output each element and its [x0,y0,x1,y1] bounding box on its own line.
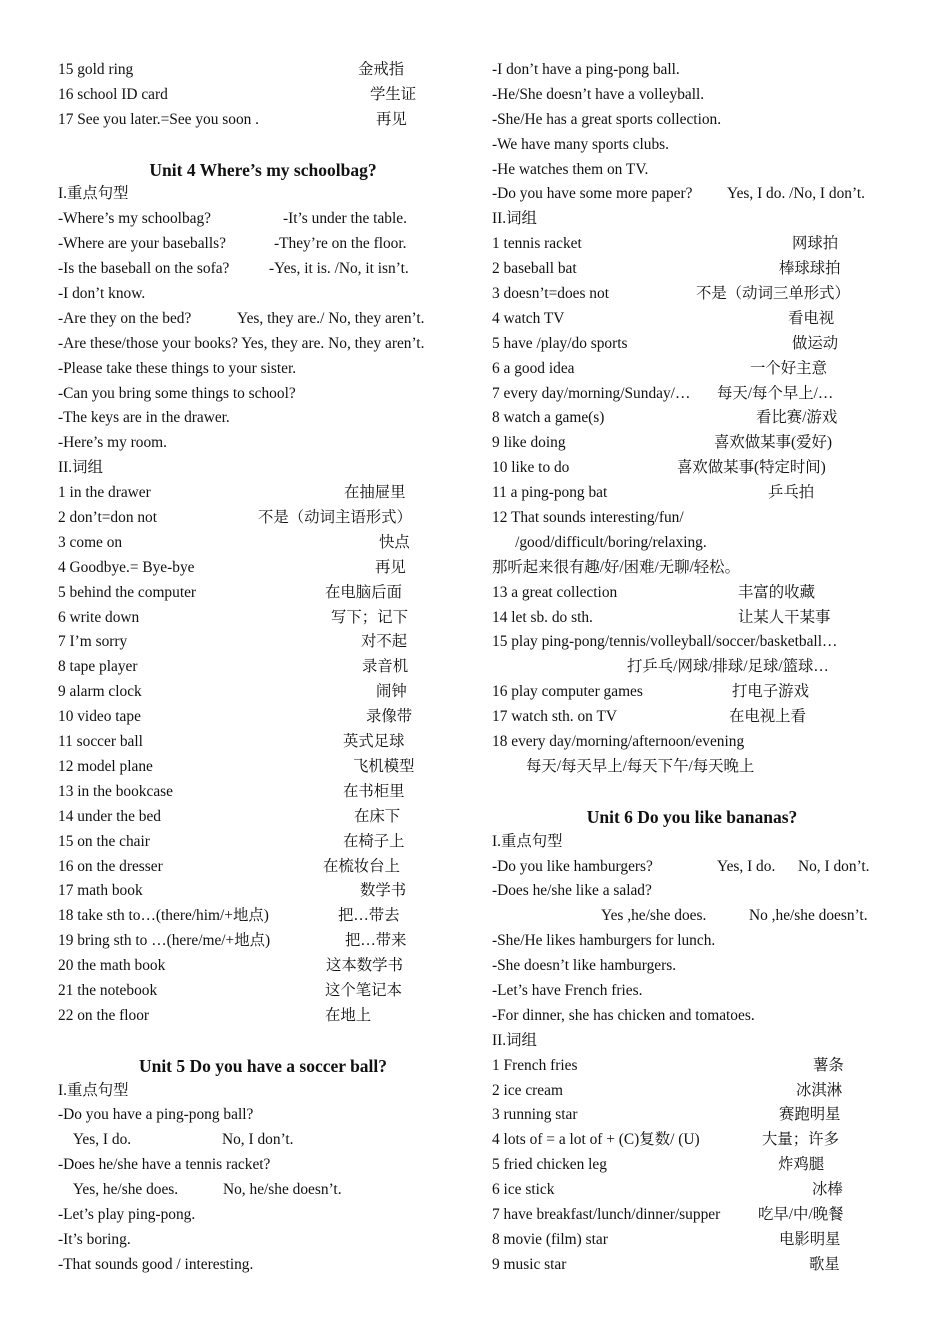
entry-meaning: 每天/每天早上/每天下午/每天晚上 [526,757,755,775]
entry-text: 9 music star [492,1255,567,1273]
entry-text: -Do you like hamburgers? [492,857,653,875]
entry-text: I.重点句型 [492,832,563,850]
text-line [58,108,468,133]
entry-text: -Do you have a ping-pong ball? [58,1106,254,1124]
left-column [58,58,468,1278]
entry-meaning: -Yes, it is. /No, it isn’t. [269,260,409,278]
text-line [492,904,892,929]
entry-meaning: 喜欢做某事(特定时间) [677,459,826,477]
entry-text: -She/He has a great sports collection. [492,110,722,128]
entry-text: 16 play computer games [492,683,643,701]
entry-meaning: 薯条 [813,1056,844,1074]
entry-meaning: 看比赛/游戏 [756,409,838,427]
entry-meaning: 快点 [379,533,410,551]
text-line [492,929,892,954]
entry-meaning: -It’s under the table. [283,210,407,228]
spacer [492,780,892,805]
text-line [58,481,468,506]
text-line [492,630,892,655]
text-line [492,182,892,207]
text-line [58,705,468,730]
entry-meaning: 对不起 [361,633,408,651]
entry-meaning: 网球拍 [792,235,839,253]
entry-text: 11 soccer ball [58,733,143,751]
entry-meaning: Yes, I do. [717,857,776,875]
entry-text: 14 under the bed [58,807,161,825]
text-line [58,556,468,581]
entry-meaning: 再见 [375,558,406,576]
text-line [492,431,892,456]
entry-text: 9 alarm clock [58,683,142,701]
entry-text: 10 like to do [492,459,570,477]
text-line [58,979,468,1004]
text-line [492,232,892,257]
entry-meaning: 冰棒 [812,1181,843,1199]
text-line [58,830,468,855]
text-line [492,1203,892,1228]
entry-text: 15 on the chair [58,832,150,850]
text-line [492,680,892,705]
text-line [58,929,468,954]
entry-text: 17 watch sth. on TV [492,708,617,726]
text-line [492,456,892,481]
entry-meaning: 飞机模型 [353,757,415,775]
text-line [58,805,468,830]
entry-text: -Do you have some more paper? [492,185,693,203]
entry-text: 2 baseball bat [492,260,577,278]
entry-meaning: 再见 [376,110,407,128]
text-line [58,1004,468,1029]
text-line [58,1079,468,1104]
text-line [58,257,468,282]
text-line [58,58,468,83]
entry-text: -I don’t have a ping-pong ball. [492,61,680,78]
entry-text: 6 a good idea [492,359,575,377]
entry-meaning: 录音机 [362,658,409,676]
entry-meaning: 看电视 [788,309,835,327]
entry-meaning: 录像带 [366,708,413,726]
entry-text: -He/She doesn’t have a volleyball. [492,85,705,103]
entry-meaning: 大量；许多 [762,1131,839,1149]
entry-text: 1 tennis racket [492,235,582,253]
text-line [492,655,892,680]
entry-text: 4 watch TV [492,309,565,327]
text-line [58,357,468,382]
text-line [58,456,468,481]
entry-text: -The keys are in the drawer. [58,409,230,427]
entry-meaning: 一个好主意 [750,359,827,377]
entry-text: 14 let sb. do sth. [492,608,593,626]
entry-text: 20 the math book [58,957,166,975]
entry-meaning: 棒球球拍 [779,260,841,278]
text-line [58,904,468,929]
entry-meaning: 英式足球 [343,733,405,751]
entry-text: 18 every day/morning/afternoon/evening [492,733,745,751]
entry-text: -She/He likes hamburgers for lunch. [492,932,716,950]
entry-text: 8 movie (film) star [492,1230,608,1248]
text-line [492,207,892,232]
entry-meaning: 乒乓拍 [768,484,815,502]
entry-meaning: Yes, they are./ No, they aren’t. [237,309,425,327]
entry-meaning: 冰淇淋 [796,1081,843,1099]
text-line [492,1079,892,1104]
entry-text: II.词组 [492,1031,537,1049]
entry-text: -Here’s my room. [58,434,167,452]
entry-meaning: 让某人干某事 [738,608,831,626]
text-line [58,655,468,680]
entry-text: 17 math book [58,882,143,900]
text-line [492,506,892,531]
entry-meaning: 吃早/中/晚餐 [758,1205,844,1223]
text-line [58,83,468,108]
entry-text: 12 That sounds interesting/fun/ [492,509,684,527]
text-line [492,332,892,357]
text-line [492,954,892,979]
entry-meaning: 闹钟 [376,683,407,701]
entry-meaning: 把…带去 [338,907,400,925]
text-line [58,531,468,556]
entry-meaning: 打乒乓/网球/排球/足球/篮球… [627,658,829,676]
text-line [58,207,468,232]
entry-text: -Can you bring some things to school? [58,384,296,402]
entry-text: 4 Goodbye.= Bye-bye [58,558,195,576]
entry-text: II.词组 [492,210,537,228]
entry-text: Yes, I do. [58,1131,132,1149]
unit-heading: Unit 6 Do you like bananas? [586,806,798,827]
entry-text: -Are they on the bed? [58,309,192,327]
entry-text: 15 play ping-pong/tennis/volleyball/soccer/basketball… [492,633,838,651]
right-column [492,58,892,1278]
spacer [58,133,468,158]
text-line [58,879,468,904]
text-line [492,730,892,755]
text-line [58,232,468,257]
text-line [58,954,468,979]
entry-meaning: 炸鸡腿 [778,1156,825,1174]
entry-text: -It’s boring. [58,1230,131,1248]
entry-meaning: 在抽屉里 [344,484,406,502]
text-line [58,730,468,755]
entry-text: -Are these/those your books? Yes, they are. No, they aren’t. [58,334,425,352]
text-line [58,581,468,606]
entry-meaning: 喜欢做某事(爱好) [714,434,832,452]
entry-text: -Is the baseball on the sofa? [58,260,230,278]
text-line [492,481,892,506]
entry-meaning: No, he/she doesn’t. [223,1181,342,1199]
text-line [492,755,892,780]
entry-meaning: 歌星 [809,1255,840,1273]
text-line [492,108,892,133]
entry-text: 5 have /play/do sports [492,334,628,352]
entry-text: -Does he/she like a salad? [492,882,652,900]
text-line [58,606,468,631]
entry-text: 7 every day/morning/Sunday/… [492,384,691,402]
text-line [58,282,468,307]
text-line [58,1103,468,1128]
text-line [58,431,468,456]
text-line [58,755,468,780]
entry-meaning: 写下；记下 [331,608,408,626]
entry-text: 13 in the bookcase [58,782,173,800]
entry-text: 21 the notebook [58,981,158,999]
entry-text: I.重点句型 [58,185,129,203]
entry-meaning: 学生证 [370,85,417,103]
entry-text: 22 on the floor [58,1006,150,1024]
entry-text: 17 See you later.=See you soon . [58,110,260,128]
text-line [492,1004,892,1029]
text-line [492,879,892,904]
entry-text: -I don’t know. [58,285,146,303]
text-line [58,1253,468,1278]
entry-meaning: 在椅子上 [343,832,405,850]
text-line [492,581,892,606]
text-line [492,1054,892,1079]
entry-meaning: 打电子游戏 [732,683,809,701]
text-line [492,855,892,880]
entry-text: 11 a ping-pong bat [492,484,608,502]
text-line [58,182,468,207]
text-line [58,307,468,332]
entry-text: 3 doesn’t=does not [492,285,609,303]
entry-text: 7 I’m sorry [58,633,128,651]
unit-heading: Unit 4 Where’s my schoolbag? [149,159,377,180]
entry-text: 16 on the dresser [58,857,163,875]
entry-text: 10 video tape [58,708,141,726]
entry-text: -He watches them on TV. [492,160,649,178]
entry-text: -Please take these things to your sister. [58,359,297,377]
entry-text: -That sounds good / interesting. [58,1255,254,1273]
text-line [492,282,892,307]
text-line [492,406,892,431]
text-line [58,680,468,705]
entry-text: 4 lots of = a lot of + (C)复数/ (U) [492,1131,700,1149]
entry-text: 15 gold ring [58,61,134,78]
entry-text: 12 model plane [58,757,153,775]
entry-meaning: 不是（动词三单形式） [696,285,850,303]
entry-meaning: Yes ,he/she does. [601,907,707,925]
entry-meaning: No, I don’t. [222,1131,294,1149]
entry-meaning: 赛跑明星 [779,1106,841,1124]
entry-text: 3 come on [58,533,123,551]
entry-text: -Does he/she have a tennis racket? [58,1156,271,1174]
entry-meaning: 在电脑后面 [325,583,402,601]
text-line [492,606,892,631]
text-line [492,382,892,407]
entry-text: 7 have breakfast/lunch/dinner/supper [492,1205,721,1223]
entry-text: 6 write down [58,608,140,626]
entry-meaning: 在电视上看 [729,708,806,726]
entry-text: -Where are your baseballs? [58,235,226,253]
entry-answer: No, I don’t. [798,857,870,875]
entry-meaning: 在书柜里 [343,782,405,800]
text-line [58,406,468,431]
entry-text: 5 behind the computer [58,583,197,601]
entry-meaning: 金戒指 [358,61,405,78]
entry-text: 19 bring sth to …(here/me/+地点) [58,932,271,950]
text-line [58,855,468,880]
entry-text: 16 school ID card [58,85,168,103]
text-line [492,705,892,730]
text-line [492,1178,892,1203]
text-line [492,830,892,855]
text-line [492,556,892,581]
entry-text: 6 ice stick [492,1181,555,1199]
entry-text: 那听起来很有趣/好/困难/无聊/轻松。 [492,558,740,576]
text-line [58,1178,468,1203]
text-line [492,1103,892,1128]
entry-answer: No ,he/she doesn’t. [749,907,868,925]
entry-text: II.词组 [58,459,103,477]
text-line [492,1228,892,1253]
entry-meaning: 这个笔记本 [325,981,402,999]
entry-text: -We have many sports clubs. [492,135,669,153]
text-line [492,1029,892,1054]
text-line [492,1128,892,1153]
entry-text: 8 tape player [58,658,138,676]
text-line [58,506,468,531]
entry-meaning: 做运动 [792,334,839,352]
entry-text: 5 fried chicken leg [492,1156,607,1174]
text-line [492,357,892,382]
entry-meaning: 这本数学书 [326,957,403,975]
entry-meaning: 不是（动词主语形式） [258,509,412,527]
entry-text: /good/difficult/boring/relaxing. [492,533,707,551]
text-line [58,1203,468,1228]
entry-meaning: 在梳妆台上 [323,857,400,875]
text-line [492,531,892,556]
entry-text: 1 in the drawer [58,484,151,502]
text-line [58,630,468,655]
entry-text: -Where’s my schoolbag? [58,210,211,228]
text-line [58,382,468,407]
entry-text: -For dinner, she has chicken and tomatoes. [492,1006,755,1024]
entry-meaning: -They’re on the floor. [274,235,407,253]
entry-text: 8 watch a game(s) [492,409,605,427]
entry-text: 1 French fries [492,1056,578,1074]
entry-text: -Let’s play ping-pong. [58,1205,196,1223]
entry-meaning: 每天/每个早上/… [717,384,834,402]
entry-meaning: Yes, I do. /No, I don’t. [727,185,865,203]
entry-text: 9 like doing [492,434,566,452]
spacer [58,1029,468,1054]
text-line [58,1228,468,1253]
entry-text: 13 a great collection [492,583,618,601]
entry-text: 2 don’t=don not [58,509,158,527]
entry-text: -She doesn’t like hamburgers. [492,957,677,975]
text-line [58,1153,468,1178]
entry-text: 3 running star [492,1106,578,1124]
text-line [492,307,892,332]
text-line [492,979,892,1004]
entry-meaning: 丰富的收藏 [738,583,815,601]
entry-meaning: 在地上 [325,1006,372,1024]
entry-meaning: 电影明星 [779,1230,841,1248]
text-line [492,1153,892,1178]
text-line [58,1128,468,1153]
entry-text: 2 ice cream [492,1081,563,1099]
entry-meaning: 在床下 [354,807,401,825]
entry-meaning: 数学书 [360,882,407,900]
text-line [492,1253,892,1278]
entry-text: 18 take sth to…(there/him/+地点) [58,907,269,925]
text-line [58,332,468,357]
entry-text: Yes, he/she does. [58,1181,179,1199]
entry-text: I.重点句型 [58,1081,129,1099]
entry-meaning: 把…带来 [345,932,407,950]
entry-text: -Let’s have French fries. [492,981,643,999]
text-line [492,133,892,158]
unit-heading: Unit 5 Do you have a soccer ball? [138,1055,388,1076]
text-line [492,257,892,282]
text-line [492,83,892,108]
text-line [492,58,892,83]
text-line [492,158,892,183]
text-line [58,780,468,805]
